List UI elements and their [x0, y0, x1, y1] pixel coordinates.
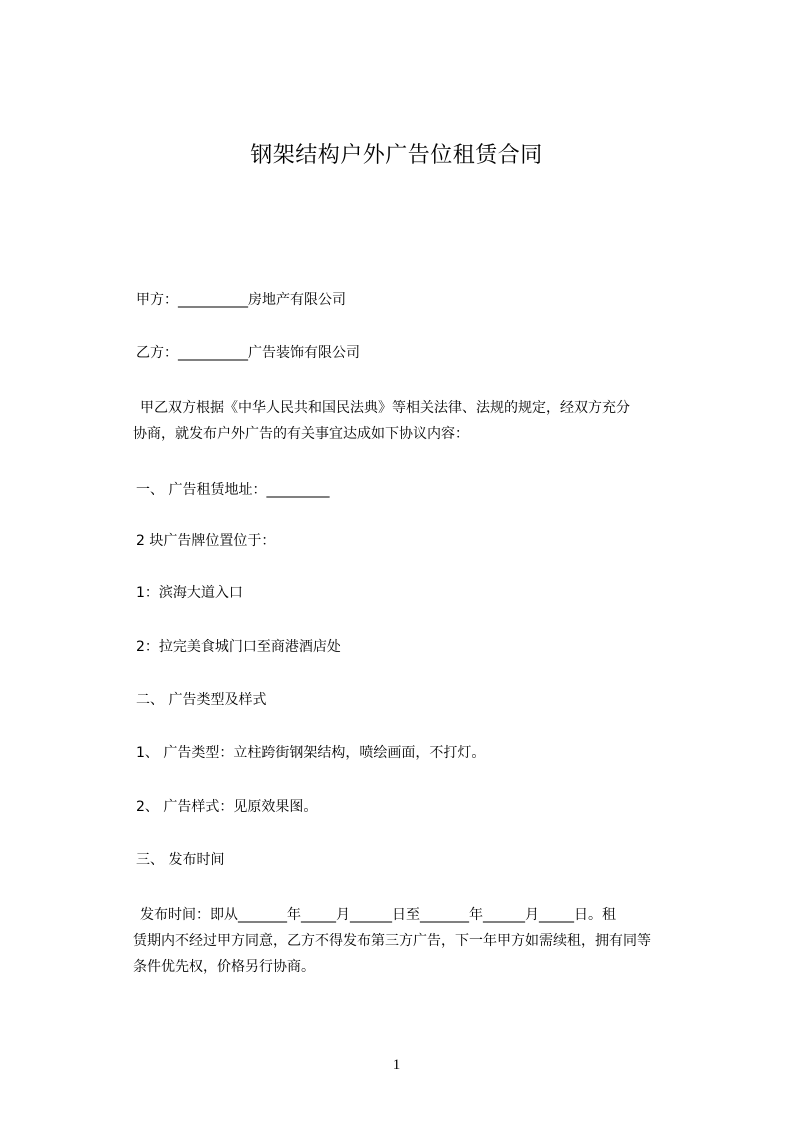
- publish-line-3: 条件优先权，价格另行协商。: [133, 959, 315, 975]
- page-number: 1: [392, 1057, 401, 1073]
- party-b-line: 乙方：__________广告装饰有限公司: [136, 345, 360, 361]
- location-2-line: 2：拉完美食城门口至商港酒店处: [136, 639, 341, 655]
- publish-line-1: 发布时间：即从_______年_____月______日至_______年______月_____日。租: [140, 907, 616, 923]
- publish-time-paragraph: [133, 902, 711, 980]
- publish-line-2: 赁期内不经过甲方同意，乙方不得发布第三方广告，下一年甲方如需续租，拥有同等: [133, 933, 651, 949]
- ad-style-line: 2、 广告样式：见原效果图。: [136, 799, 318, 815]
- ad-type-line: 1、 广告类型：立柱跨街钢架结构，喷绘画面，不打灯。: [136, 745, 486, 761]
- location-1-line: 1：滨海大道入口: [136, 585, 243, 601]
- party-a-line: 甲方：__________房地产有限公司: [136, 292, 346, 308]
- section-3-heading: 三、 发布时间: [136, 852, 225, 868]
- billboard-count-line: 2 块广告牌位置位于：: [136, 533, 276, 549]
- intro-paragraph: [133, 395, 711, 447]
- intro-line-2: 协商，就发布户外广告的有关事宜达成如下协议内容：: [133, 426, 469, 442]
- section-1-heading: 一、 广告租赁地址：_________: [136, 482, 330, 498]
- document-title: 钢架结构户外广告位租赁合同: [250, 143, 543, 168]
- intro-line-1: 甲乙双方根据《中华人民共和国民法典》等相关法律、法规的规定，经双方充分: [140, 400, 630, 416]
- section-2-heading: 二、 广告类型及样式: [136, 692, 267, 708]
